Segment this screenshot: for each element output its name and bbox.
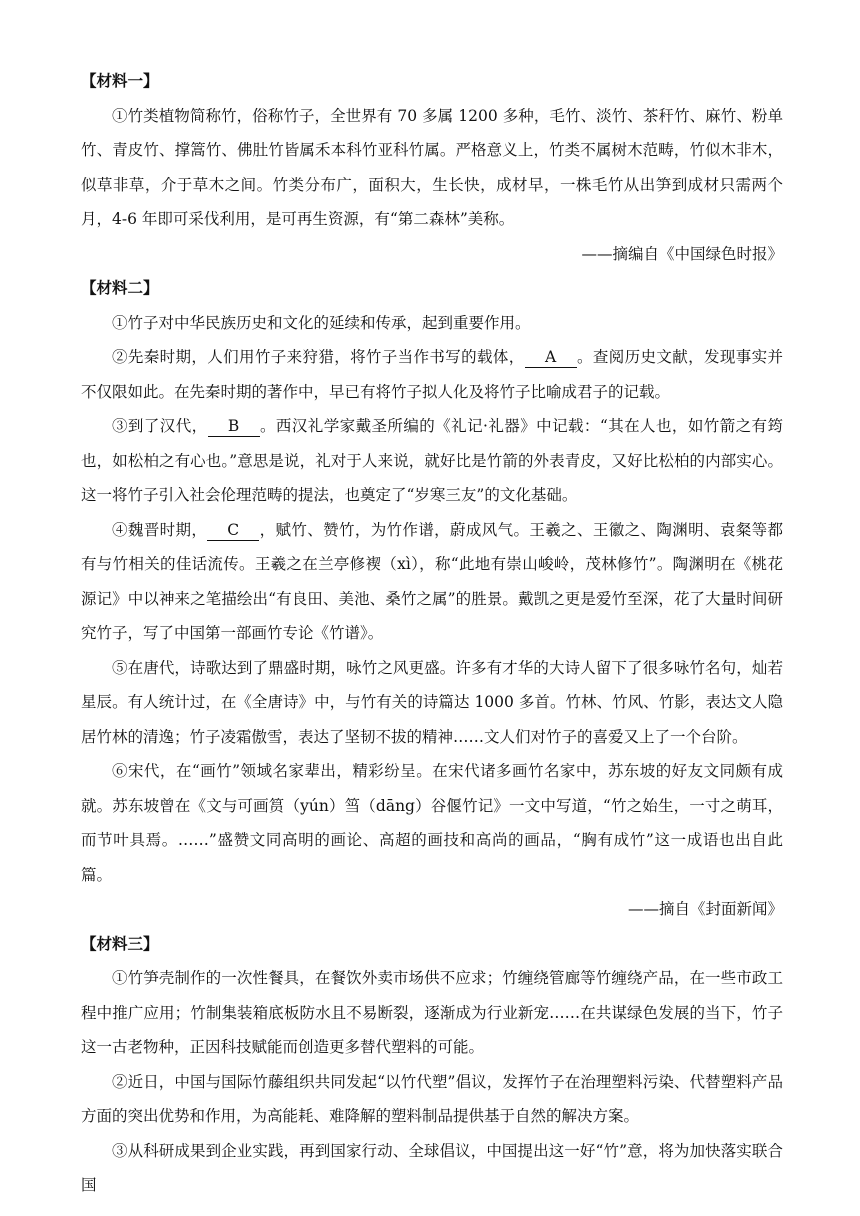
material-3-paragraph-1: ①竹笋壳制作的一次性餐具，在餐饮外卖市场供不应求；竹缠绕管廊等竹缠绕产品，在一些市政工程中推广应用；竹制集装箱底板防水且不易断裂，逐渐成为行业新宠……在共谋绿色发展的当下，竹子这一古老物种，正因科技赋能而创造更多替代塑料的可能。: [81, 969, 783, 1056]
paragraph-text: ③到了汉代，: [112, 417, 208, 435]
material-1-heading: 【材料一】: [81, 71, 159, 90]
material-2-paragraph-4: [81, 513, 783, 651]
paragraph-text: 。西汉礼学家戴圣所编的《礼记·礼器》中记载：“其在人也，如竹箭之有筠也，如松柏之有心也。”意思是说，礼对于人来说，就好比是竹箭的外表青皮，又好比松柏的内部实心。这一将竹子引入社会伦理范畴的提法，也奠定了“岁寒三友”的文化基础。: [81, 417, 783, 504]
material-3-paragraph-3: ③从科研成果到企业实践，再到国家行动、全球倡议，中国提出这一好“竹”意，将为加快落实联合国: [81, 1141, 783, 1194]
material-2-paragraph-3: [81, 409, 783, 513]
material-1-source: ——摘编自《中国绿色时报》: [581, 244, 783, 263]
paragraph-text: ④魏晋时期，: [112, 520, 208, 539]
fill-in-blank-a: A: [525, 347, 577, 368]
fill-in-blank-b: B: [208, 416, 260, 437]
material-2-paragraph-6: ⑥宋代，在“画竹”领域名家辈出，精彩纷呈。在宋代诸多画竹名家中，苏东坡的好友文同颇有成就。苏东坡曾在《文与可画筼（yún）筜（dāng）谷偃竹记》一文中写道，“竹之始生，一寸之萌耳，而节叶具焉。……”盛赞文同高明的画论、高超的画技和高尚的画品，“胸有成竹”这一成语也出自此篇。: [81, 762, 783, 884]
fill-in-blank-c: C: [207, 520, 259, 541]
paragraph-text: ，赋竹、赞竹，为竹作谱，蔚成风气。王羲之、王徽之、陶渊明、袁粲等都有与竹相关的佳话流传。王羲之在兰亭修褉（xì），称“此地有崇山峻岭，茂林修竹”。陶渊明在《桃花源记》中以神来之笔描绘出“有良田、美池、桑竹之属”的胜景。戴凯之更是爱竹至深，花了大量时间研究竹子，写了中国第一部画竹专论《竹谱》。: [81, 520, 783, 642]
paragraph-text: ②先秦时期，人们用竹子来狩猎，将竹子当作书写的载体，: [112, 348, 525, 366]
material-2-paragraph-5: ⑤在唐代，诗歌达到了鼎盛时期，咏竹之风更盛。许多有才华的大诗人留下了很多咏竹名句，灿若星辰。有人统计过，在《全唐诗》中，与竹有关的诗篇达 1000 多首。竹林、竹风、竹影，表达文人隐居竹林的清逸；竹子凌霜傲雪，表达了坚韧不拔的精神……文人们对竹子的喜爱又上了一个台阶。: [81, 658, 783, 746]
paragraph-text: 。查阅历史文献，发现事实并不仅限如此。在先秦时期的著作中，早已有将竹子拟人化及将竹子比喻成君子的记载。: [81, 348, 783, 401]
material-1-paragraph-1: ①竹类植物简称竹，俗称竹子，全世界有 70 多属 1200 多种，毛竹、淡竹、茶秆竹、麻竹、粉单竹、青皮竹、撑篙竹、佛肚竹皆属禾本科竹亚科竹属。严格意义上，竹类不属树木范畴，竹似木非木，似草非草，介于草木之间。竹类分布广，面积大，生长快，成材早，一株毛竹从出笋到成材只需两个月，4-6 年即可采伐利用，是可再生资源，有“第二森林”美称。: [81, 106, 783, 228]
material-2-heading: 【材料二】: [81, 278, 159, 297]
document-page: [81, 64, 783, 1203]
material-2-source: ——摘自《封面新闻》: [627, 900, 783, 918]
material-2-paragraph-2: [81, 340, 783, 409]
material-3-paragraph-2: ②近日，中国与国际竹藤组织共同发起“以竹代塑”倡议，发挥竹子在治理塑料污染、代替塑料产品方面的突出优势和作用，为高能耗、难降解的塑料制品提供基于自然的解决方案。: [81, 1072, 783, 1125]
material-2-paragraph-1: ①竹子对中华民族历史和文化的延续和传承，起到重要作用。: [112, 313, 531, 332]
material-3-heading: 【材料三】: [81, 933, 159, 953]
